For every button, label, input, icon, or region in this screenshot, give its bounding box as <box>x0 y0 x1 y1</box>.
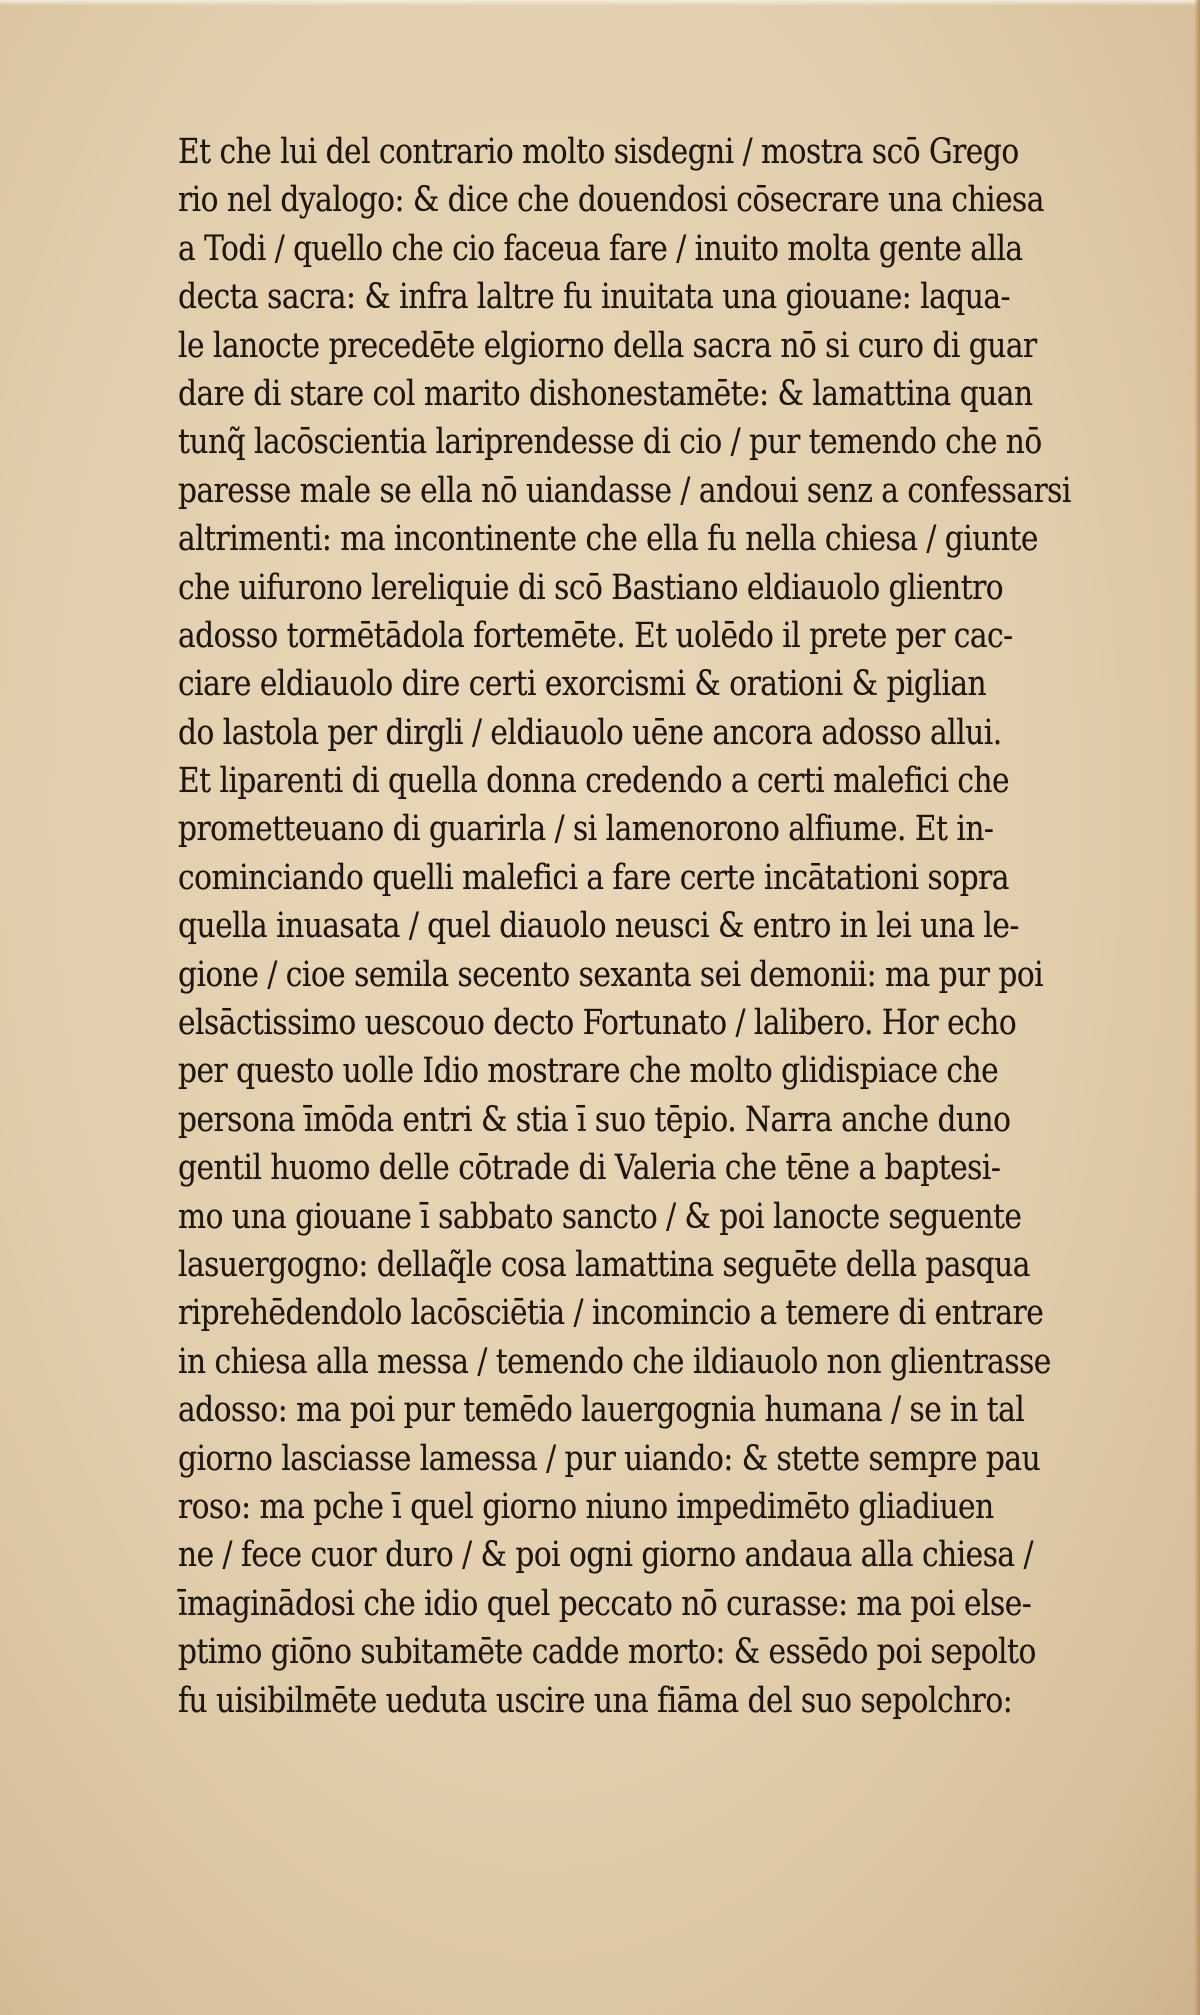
text-line-16: cominciando quelli malefici a fare certe incātationi sopra <box>178 857 1009 898</box>
text-line-32: ptimo giōno subitamēte cadde morto: & essēdo poi sepolto <box>178 1632 1036 1673</box>
text-line-23: mo una giouane ī sabbato sancto / & poi lanocte seguente <box>178 1196 1022 1237</box>
text-line-29: roso: ma pche ī quel giorno niuno impedimēto gliadiuen <box>178 1486 994 1527</box>
text-line-24: lasuergogno: dellaq̃le cosa lamattina seguēte della pasqua <box>178 1244 1030 1285</box>
text-line-14: Et liparenti di quella donna credendo a certi malefici che <box>178 761 1010 802</box>
text-line-21: persona īmōda entri & stia ī suo tēpio. Narra anche duno <box>178 1099 1011 1140</box>
text-line-5: le lanocte precedēte elgiorno della sacra nō si curo di guar <box>178 325 1037 366</box>
text-line-28: giorno lasciasse lamessa / pur uiando: & stette sempre pau <box>178 1438 1041 1479</box>
text-line-19: elsāctissimo uescouo decto Fortunato / lalibero. Hor echo <box>178 1003 1017 1044</box>
text-block <box>178 128 1078 1725</box>
text-line-7: tunq̃ lacōscientia lariprendesse di cio / pur temendo che nō <box>178 422 1042 463</box>
text-line-10: che uifurono lereliquie di scō Bastiano eldiauolo glientro <box>178 567 1004 608</box>
text-line-12: ciare eldiauolo dire certi exorcismi & orationi & piglian <box>178 664 987 705</box>
text-line-11: adosso tormētādola fortemēte. Et uolēdo il prete per cac- <box>178 615 1013 656</box>
text-line-17: quella inuasata / quel diauolo neusci & entro in lei una le- <box>178 906 1019 947</box>
text-line-15: prometteuano di guarirla / si lamenorono alfiume. Et in- <box>178 809 994 850</box>
text-line-20: per questo uolle Idio mostrare che molto glidispiace che <box>178 1051 999 1092</box>
text-line-9: altrimenti: ma incontinente che ella fu nella chiesa / giunte <box>178 519 1038 560</box>
text-line-25: riprehēdendolo lacōsciētia / incomincio a temere di entrare <box>178 1293 1044 1334</box>
text-line-30: ne / fece cuor duro / & poi ogni giorno andaua alla chiesa / <box>178 1535 1033 1576</box>
page-top-edge <box>0 0 1200 6</box>
text-line-27: adosso: ma poi pur temēdo lauergognia humana / se in tal <box>178 1390 1025 1431</box>
text-line-18: gione / cioe semila secento sexanta sei demonii: ma pur poi <box>178 954 1044 995</box>
text-line-26: in chiesa alla messa / temendo che ildiauolo non glientrasse <box>178 1341 1051 1382</box>
text-line-3: a Todi / quello che cio faceua fare / inuito molta gente alla <box>178 228 1023 269</box>
text-line-1: Et che lui del contrario molto sisdegni / mostra scō Grego <box>178 132 1019 172</box>
text-line-4: decta sacra: & infra laltre fu inuitata una giouane: laqua- <box>178 277 1011 318</box>
text-line-8: paresse male se ella nō uiandasse / andoui senz a confessarsi <box>178 470 1071 511</box>
text-line-13: do lastola per dirgli / eldiauolo uēne ancora adosso allui. <box>178 712 1002 753</box>
text-line-33: fu uisibilmēte ueduta uscire una fiāma del suo sepolchro: <box>178 1680 1013 1721</box>
text-line-2: rio nel dyalogo: & dice che douendosi cōsecrare una chiesa <box>178 180 1044 221</box>
text-line-31: īmaginādosi che idio quel peccato nō curasse: ma poi else- <box>178 1583 1032 1624</box>
page-right-edge <box>1194 0 1200 2015</box>
text-line-6: dare di stare col marito dishonestamēte: & lamattina quan <box>178 373 1033 414</box>
text-line-22: gentil huomo delle cōtrade di Valeria che tēne a baptesi- <box>178 1148 1001 1189</box>
